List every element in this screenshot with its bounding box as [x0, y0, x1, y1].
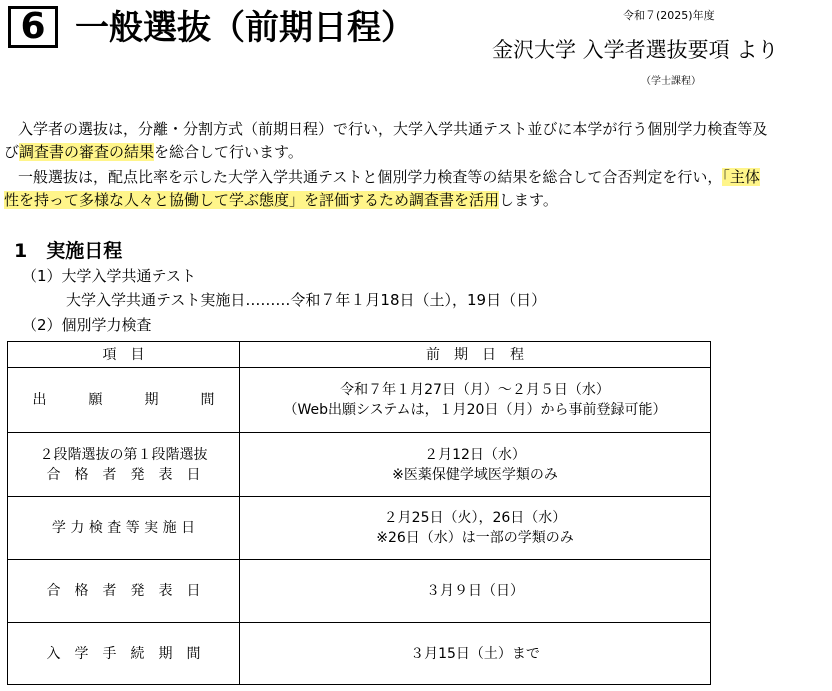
row-item: [8, 368, 240, 433]
row-schedule-text: ２月25日（火），26日（水）: [383, 510, 567, 526]
intro-text: を総合して行います。: [154, 143, 303, 161]
page-title: 一般選抜（前期日程）: [75, 8, 415, 48]
intro-text: 入学者の選抜は，分離・分割方式（前期日程）で行い，大学入学共通テスト並びに本学が行う個別学力検査等及: [18, 120, 768, 138]
row-schedule-text: 令和７年１月27日（月）～２月５日（水）: [340, 382, 610, 398]
table-row: [8, 623, 711, 685]
row-item-text: 合 格 者 発 表 日: [46, 466, 201, 483]
row-item-text: 合 格 者 発 表 日: [46, 583, 201, 599]
row-schedule-text: （Web出願システムは，１月20日（月）から事前登録可能）: [283, 402, 667, 418]
intro-text: び: [4, 143, 20, 161]
table-row: [8, 433, 711, 497]
table-row: [8, 497, 711, 560]
subsection-1-detail: 大学入学共通テスト実施日………令和７年１月18日（土），19日（日）: [66, 291, 547, 309]
row-schedule-text: ※26日（水）は一部の学類のみ: [376, 530, 574, 546]
row-schedule: [240, 433, 711, 497]
row-schedule-text: ３月９日（日）: [426, 583, 524, 599]
row-item-text: 入 学 手 続 期 間: [46, 645, 201, 662]
schedule-table: [7, 341, 711, 685]
intro-line-2: [4, 143, 303, 162]
intro-line-4: [4, 191, 558, 210]
row-schedule: [240, 560, 711, 623]
table-header-row: [8, 342, 711, 368]
highlighted-text: 「主体: [722, 168, 760, 186]
row-schedule-text: ３月15日（土）まで: [410, 645, 540, 662]
table-row: [8, 368, 711, 433]
header-item: 項 目: [8, 342, 240, 368]
row-item: [8, 623, 240, 685]
row-schedule-text: ２月12日（水）: [424, 446, 526, 463]
row-schedule: [240, 368, 711, 433]
intro-line-3: [18, 168, 760, 187]
row-item-text: 学 力 検 査 等 実 施 日: [51, 520, 196, 536]
row-item: [8, 560, 240, 623]
highlighted-text: 性を持って多様な人々と協働して学ぶ態度」を評価するため調査書を活用: [4, 191, 500, 209]
intro-text: します。: [499, 191, 558, 209]
section-number: 6: [20, 6, 46, 47]
header-schedule: 前 期 日 程: [240, 342, 711, 368]
row-schedule: [240, 497, 711, 560]
intro-text: 一般選抜は，配点比率を示した大学入学共通テストと個別学力検査等の結果を総合して合否判定を行い，: [18, 168, 723, 186]
row-schedule: [240, 623, 711, 685]
subsection-2-label: （2）個別学力検査: [22, 316, 152, 334]
intro-line-1: [18, 120, 767, 139]
subsection-1-label: （1）大学入学共通テスト: [22, 267, 196, 285]
row-item-text: 出 願 期 間: [32, 392, 215, 408]
row-schedule-text: ※医薬保健学域医学類のみ: [392, 466, 558, 483]
row-item: [8, 497, 240, 560]
highlighted-text: 調査書の審査の結果: [19, 143, 155, 161]
row-item: [8, 433, 240, 497]
section-number-box: [8, 6, 58, 48]
course-label: （学士課程）: [641, 76, 701, 87]
year-label: 令和７(2025)年度: [623, 9, 715, 22]
source-label: 金沢大学 入学者選抜要項 より: [492, 38, 779, 62]
row-item-text: ２段階選抜の第１段階選抜: [39, 446, 208, 463]
table-row: [8, 560, 711, 623]
section-heading: 1 実施日程: [14, 240, 123, 262]
